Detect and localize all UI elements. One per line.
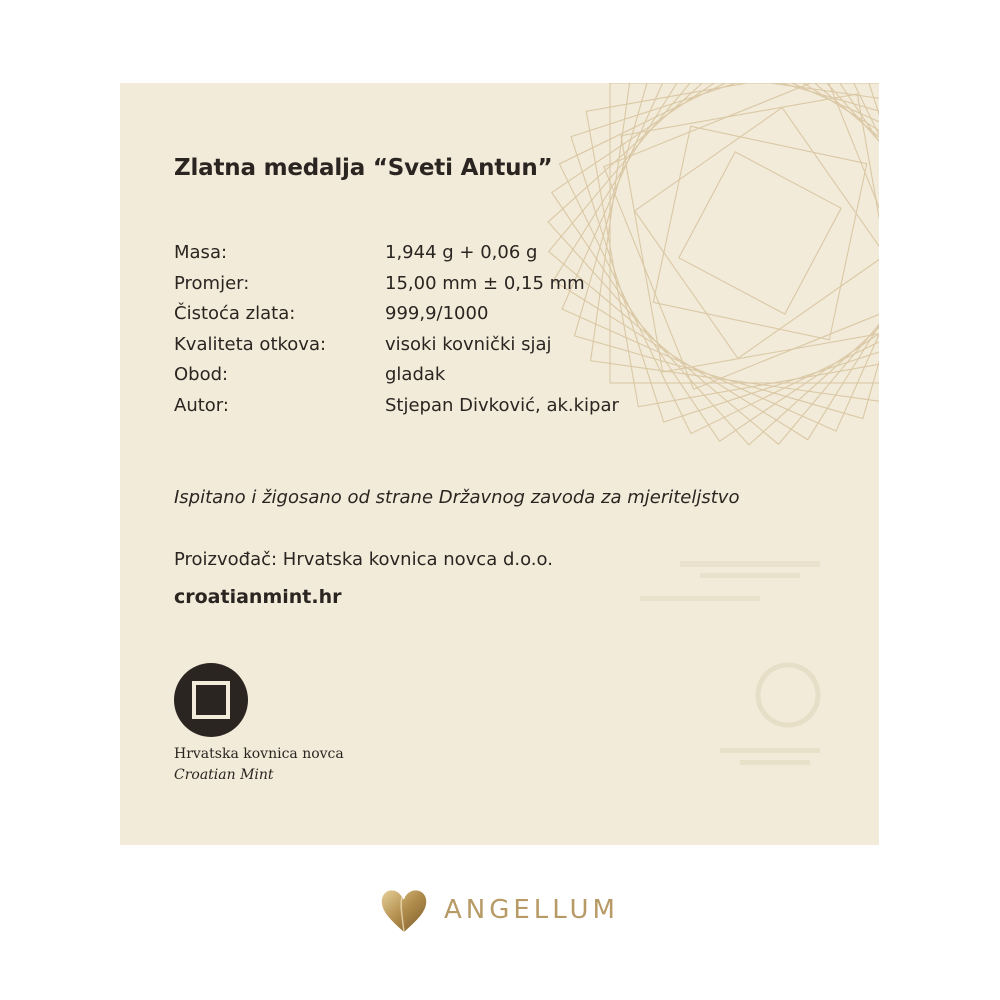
spec-value: 15,00 mm ± 0,15 mm — [385, 272, 585, 294]
brand-name: ANGELLUM — [444, 895, 619, 925]
spec-label: Promjer: — [174, 272, 250, 294]
logo-caption — [174, 744, 344, 786]
spec-label: Kvaliteta otkova: — [174, 333, 327, 355]
spec-label: Masa: — [174, 242, 228, 263]
spec-row — [174, 269, 619, 300]
spec-value: 999,9/1000 — [385, 303, 489, 324]
spec-value: 1,944 g + 0,06 g — [385, 242, 538, 263]
logo-name-hr: Hrvatska kovnica novca — [174, 746, 344, 762]
spec-value: gladak — [385, 364, 446, 385]
spec-row — [174, 238, 619, 269]
croatian-mint-logo-icon — [174, 663, 248, 737]
medal-title: Zlatna medalja “Sveti Antun” — [174, 155, 553, 181]
spec-row — [174, 360, 619, 391]
manufacturer-line: Proizvođač: Hrvatska kovnica novca d.o.o. — [174, 549, 553, 570]
website-link: croatianmint.hr — [174, 586, 342, 608]
heart-logo-icon — [378, 885, 430, 935]
brand-footer — [378, 885, 619, 935]
spec-label: Autor: — [174, 394, 229, 416]
spec-value: visoki kovnički sjaj — [385, 333, 552, 355]
spec-value: Stjepan Divković, ak.kipar — [385, 394, 619, 416]
spec-row — [174, 330, 619, 361]
certificate-card — [120, 83, 879, 845]
certification-note: Ispitano i žigosano od strane Državnog zavoda za mjeriteljstvo — [174, 487, 740, 508]
spec-label: Obod: — [174, 364, 229, 385]
specs-table — [174, 238, 619, 421]
logo-name-en: Croatian Mint — [174, 767, 274, 783]
spec-label: Čistoća zlata: — [174, 303, 296, 324]
spec-row — [174, 391, 619, 422]
spec-row — [174, 299, 619, 330]
